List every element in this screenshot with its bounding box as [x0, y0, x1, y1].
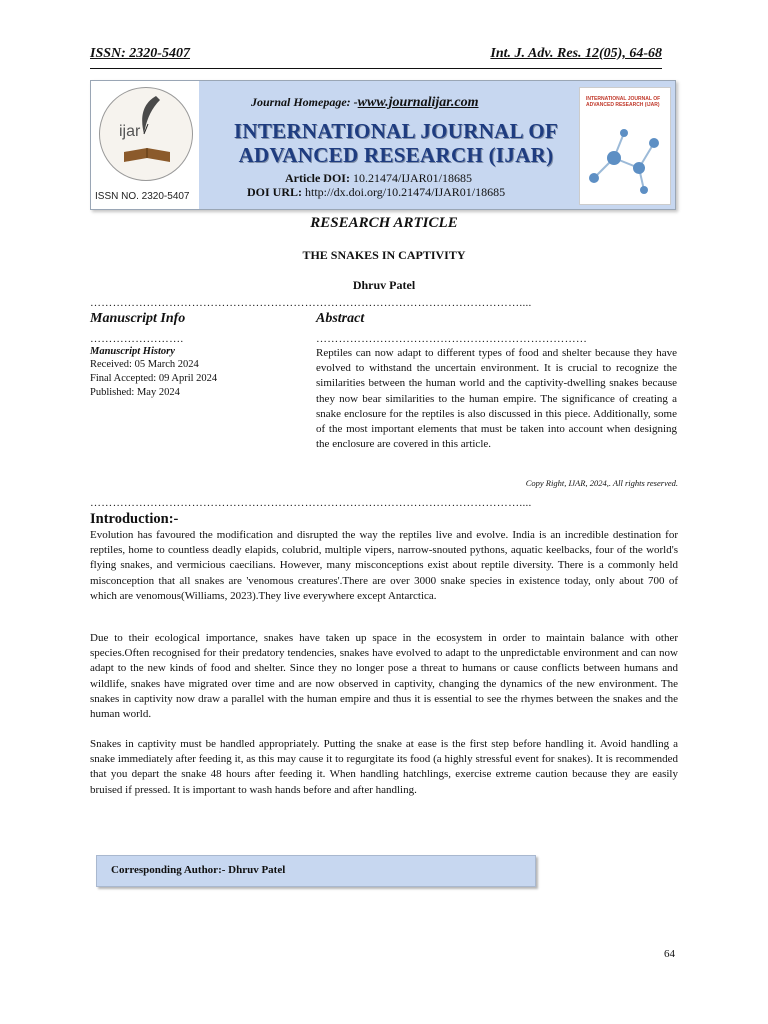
article-doi [285, 171, 472, 186]
doi-url [247, 185, 505, 200]
corresponding-author: Corresponding Author:- Dhruv Patel [111, 864, 286, 876]
molecule-image [584, 118, 666, 198]
journal-cover-image [579, 87, 671, 205]
journal-title-line2: ADVANCED RESEARCH (IJAR) [238, 143, 554, 167]
received-date: Received: 05 March 2024 [90, 359, 199, 370]
logo-circle [99, 87, 193, 181]
intro-paragraph-3: Snakes in captivity must be handled appropriately. Putting the snake at ease is the first step before handling it. Avoid handling a snake immediately after feeding it, as this may cause it to regurgitate its food (a highly stressful event for snakes). It is recommended that you depart the snake 48 hours after feeding it. When handling hatchlings, exercise extreme caution because they are easily bruised if pressed. It is important to wash hands before and after handling. [90, 738, 678, 796]
journal-reference: Int. J. Adv. Res. 12(05), 64-68 [490, 46, 662, 61]
author-name: Dhruv Patel [352, 278, 416, 292]
paper-title: THE SNAKES IN CAPTIVITY [302, 248, 466, 262]
abstract-heading: Abstract [316, 311, 365, 326]
issn-text: ISSN: 2320-5407 [90, 46, 190, 61]
separator-line: …………………………………………………………………………………………………….... [90, 497, 532, 509]
abstract-text: Reptiles can now adapt to different types of food and shelter because they have evolved to withstand the uncertain environment. It is crucial to recognize the similarities between the human world and the captivity-dwelling snakes because they now bear similarities to the human empire. The significance of creating a snake enclosure for the reptiles is also discussed in this piece. Additionally, some of the most important elements that must be taken into account when designing the enclosure are covered in this article. [316, 347, 677, 451]
doi-value: 10.21474/IJAR01/18685 [352, 171, 472, 185]
published-date: Published: May 2024 [90, 387, 180, 398]
journal-banner [90, 80, 676, 210]
homepage-link[interactable]: www.journalijar.com [357, 95, 479, 110]
article-type: RESEARCH ARTICLE [310, 215, 458, 231]
journal-title-line1: INTERNATIONAL JOURNAL OF [233, 119, 559, 143]
introduction-heading: Introduction:- [90, 511, 179, 527]
doi-url-link[interactable]: http://dx.doi.org/10.21474/IJAR01/18685 [305, 185, 506, 199]
doi-label: Article DOI: [285, 171, 350, 185]
running-header [90, 46, 662, 69]
journal-logo [91, 81, 199, 209]
page-number: 64 [664, 948, 675, 960]
homepage-label: Journal Homepage: - [251, 95, 358, 109]
separator-line: …………………………………………………………………………………………………….... [90, 297, 532, 309]
copyright-notice: Copy Right, IJAR, 2024,. All rights reserved. [525, 478, 678, 488]
corresponding-author-box [96, 855, 536, 887]
intro-paragraph-1: Evolution has favoured the modification and disrupted the way the reptiles live and evolve. India is an incredible destination for reptiles, home to countless deadly elapids, colubrid, multiple vipers, narrow-snouted pythons, aquatic keelbacks, four of the world's flying snakes, and vermicious caecilians. However, many misconceptions exist about reptile diversity. There is a commonly held misconception that all snakes are 'venomous creatures'.There are over 3000 snake species in existence today, only about 700 of which are venomous(Williams, 2023).They live everywhere except Antarctica. [90, 529, 678, 602]
manuscript-history-label: Manuscript History [90, 346, 175, 357]
cover-title: INTERNATIONAL JOURNAL OF ADVANCED RESEARCH (IJAR) [586, 96, 661, 108]
separator-line: ……………………. [90, 333, 184, 345]
journal-homepage [251, 95, 479, 111]
doi-url-label: DOI URL: [247, 185, 303, 199]
book-icon [122, 144, 172, 166]
accepted-date: Final Accepted: 09 April 2024 [90, 373, 218, 384]
manuscript-info-heading: Manuscript Info [90, 311, 186, 326]
logo-text: ijar [119, 123, 141, 140]
intro-paragraph-2: Due to their ecological importance, snakes have taken up space in the ecosystem in order to maintain balance with other species.Often recognised for their predatory tendencies, snakes have evolved to adapt to the unpredictable environment and can now adapt to the new kinds of food and shelter. Since they no longer pose a threat to humans or cause conflicts between humans and wildlife, snakes have migrated over time and are now observed in captivity, changing the dynamics of the new environment. The snakes in captivity now draw a parallel with the human empire and thus it is essential to see the rhymes between the snakes and the human world. [90, 632, 678, 721]
journal-title [211, 119, 581, 167]
separator-line: ……………………………………………………………… [316, 333, 588, 345]
logo-issn: ISSN NO. 2320-5407 [95, 191, 190, 202]
